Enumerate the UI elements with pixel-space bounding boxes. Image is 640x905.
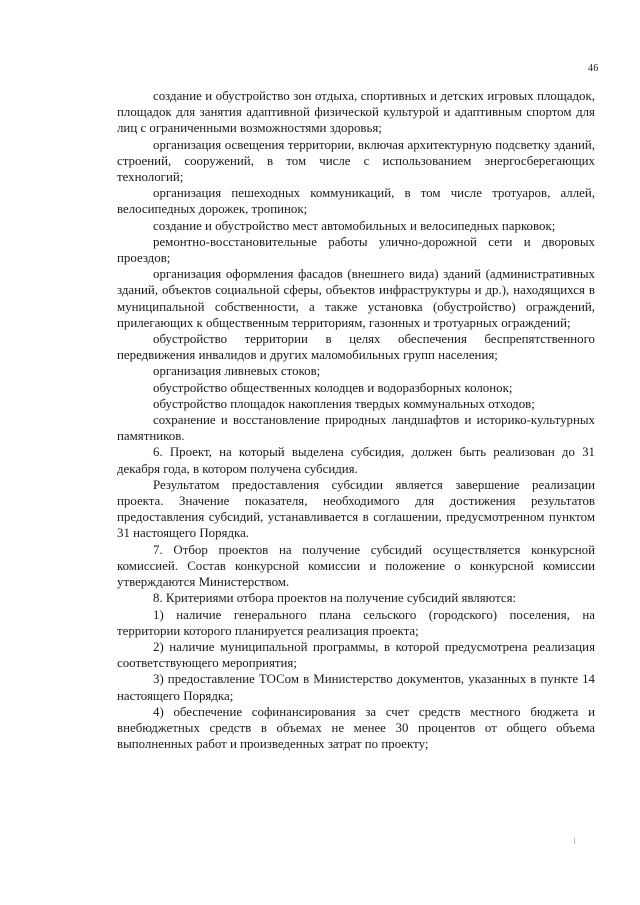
paragraph: 7. Отбор проектов на получение субсидий осуществляется конкурсной комиссией. Состав конкурсной комиссии и положение о конкурсной комиссии утверждаются Министерством. <box>117 542 595 590</box>
document-body <box>117 88 595 752</box>
paragraph: обустройство площадок накопления твердых коммунальных отходов; <box>153 396 535 411</box>
paragraph: 6. Проект, на который выделена субсидия, должен быть реализован до 31 декабря года, в котором получена субсидия. <box>117 445 595 476</box>
paragraph: обустройство общественных колодцев и водоразборных колонок; <box>153 380 513 395</box>
paragraph: организация освещения территории, включая архитектурную подсветку зданий, строений, сооружений, в том числе с использованием энергосберегающих технологий; <box>117 137 595 185</box>
paragraph: организация пешеходных коммуникаций, в том числе тротуаров, аллей, велосипедных дорожек, тропинок; <box>117 186 595 217</box>
paragraph: сохранение и восстановление природных ландшафтов и историко-культурных памятников. <box>117 413 595 444</box>
paragraph: 4) обеспечение софинансирования за счет средств местного бюджета и внебюджетных средств в объемах не менее 30 процентов от общего объема выполненных работ и произведенных затрат по проекту; <box>117 704 595 752</box>
page-number: 46 <box>588 63 599 74</box>
paragraph: создание и обустройство зон отдыха, спортивных и детских игровых площадок, площадок для занятия адаптивной физической культурой и адаптивным спортом для лиц с ограниченными возможностями здоровья; <box>117 89 595 136</box>
paragraph: организация ливневых стоков; <box>153 364 321 379</box>
paragraph: организация оформления фасадов (внешнего вида) зданий (административных зданий, объектов социальной сферы, объектов инфраструктуры и др.), находящихся в муниципальной собственности, а также установка (обустройство) ограждений, прилегающих к общественным территориям, газонных и тротуарных ограждений; <box>117 267 595 330</box>
paragraph: Результатом предоставления субсидии является завершение реализации проекта. Значение показателя, необходимого для достижения результатов предоставления субсидий, устанавливается в соглашении, предусмотренном пунктом 31 настоящего Порядка. <box>117 477 595 541</box>
paragraph: 2) наличие муниципальной программы, в которой предусмотрена реализация соответствующего мероприятия; <box>117 639 595 671</box>
paragraph: 1) наличие генерального плана сельского (городского) поселения, на территории которого планируется реализация проекта; <box>117 607 595 638</box>
paragraph: создание и обустройство мест автомобильных и велосипедных парковок; <box>153 218 556 233</box>
paragraph: 8. Критериями отбора проектов на получение субсидий являются: <box>153 591 517 606</box>
paragraph: ремонтно-восстановительные работы улично-дорожной сети и дворовых проездов; <box>117 234 595 266</box>
scan-mark <box>574 838 575 844</box>
paragraph: 3) предоставление ТОСом в Министерство документов, указанных в пункте 14 настоящего Порядка; <box>117 672 595 703</box>
paragraph: обустройство территории в целях обеспечения беспрепятственного передвижения инвалидов и других маломобильных групп населения; <box>117 332 595 363</box>
